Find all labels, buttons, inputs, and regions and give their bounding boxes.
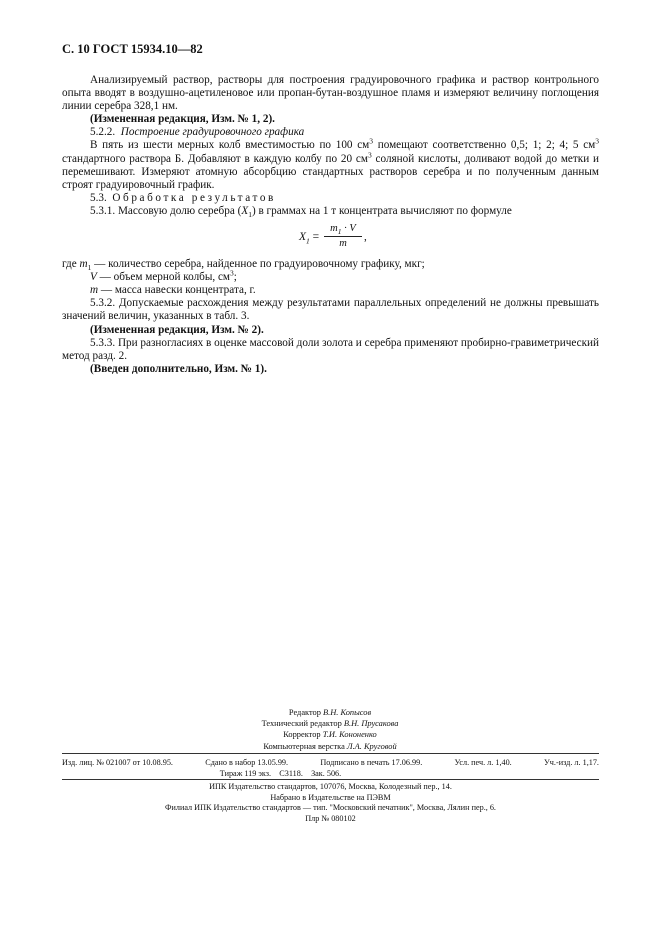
section-title: Построение градуировочного графика bbox=[120, 126, 305, 139]
paragraph-5-3-1: 5.3.1. Массовую долю серебра $(X_1)$ в граммах на 1 т концентрата вычисляют по формуле bbox=[90, 204, 512, 220]
amendment-note-3: (Введен дополнительно, Изм. № 1). bbox=[90, 362, 267, 375]
formula-denominator: m bbox=[339, 238, 347, 250]
formula-lhs: $X_1$ = bbox=[299, 231, 320, 246]
paragraph-5-3-3: 5.3.3. При разногласиях в оценке массовой доли золота и серебра применяют пробирно-гравиметрический метод разд. 2. bbox=[62, 336, 599, 362]
paragraph-5-3-2: 5.3.2. Допускаемые расхождения между результатами параллельных определений не должны превышать значений величин, указанных в табл. 3. bbox=[62, 297, 599, 323]
page-header: С. 10 ГОСТ 15934.10—82 bbox=[62, 42, 203, 56]
paragraph-measurement: Анализируемый раствор, растворы для построения градуировочного графика и раствор контрольного опыта вводят в воздушно-ацетиленовое или пропан-бутан-воздушное пламя и измеряют величину поглощения линии серебра 328,1 нм. bbox=[62, 74, 599, 113]
amendment-note-2: (Измененная редакция, Изм. № 2). bbox=[90, 323, 264, 336]
credit-tech-editor: Технический редактор В.Н. Прусакова bbox=[261, 719, 399, 729]
editorial-credits bbox=[200, 707, 460, 752]
publication-info: Изд. лиц. № 021007 от 10.08.95. Сдано в набор 13.05.99. Подписано в печать 17.06.99. Усл. печ. л. 1,40. Уч.-изд. л. 1,17. Тираж 119 экз. С3118. Зак. 506. bbox=[62, 758, 599, 778]
section-title: Обработка результатов bbox=[112, 191, 276, 204]
definition-v: V — объем мерной колбы, $см^3$; bbox=[90, 268, 237, 284]
section-5-2-2-heading: 5.2.2. Построение градуировочного графика bbox=[90, 126, 305, 139]
credit-layout: Компьютерная верстка Л.А. Круговой bbox=[263, 741, 397, 751]
credit-editor: Редактор В.Н. Копысов bbox=[288, 708, 372, 717]
formula-fraction bbox=[324, 223, 362, 250]
divider-top bbox=[62, 753, 599, 754]
definition-m1: где $m_1$ — количество серебра, найденное по градуировочному графику, мкг; bbox=[62, 258, 425, 273]
section-5-3-heading: 5.3. Обработка результатов bbox=[90, 191, 276, 204]
credit-proofreader: Корректор Т.И. Кононенко bbox=[283, 730, 377, 740]
paragraph-calibration: В пять из шести мерных колб вместимостью по 100 $см^3$ помещают соответственно 0,5; 1; 2; 4; 5 $см^3$ стандартного раствора Б. Добавляют в каждую колбу по 20 $см^3$ соляной кислоты, доливают водой до метки и перемешивают. Измеряют атомную абсорбцию стандартных растворов серебра и по полученным данным строят градуировочный график. bbox=[62, 136, 600, 191]
formula-numerator: $m_1 \cdot V$ bbox=[324, 223, 362, 237]
variable-definitions bbox=[62, 258, 599, 297]
divider-bottom bbox=[62, 779, 599, 780]
main-text bbox=[62, 74, 599, 376]
amendment-note-1: (Измененная редакция, Изм. № 1, 2). bbox=[90, 113, 275, 126]
formula: $X_1$ = $\frac{m_1 \cdot V}{m}$ , bbox=[299, 223, 367, 250]
printer-info: ИПК Издательство стандартов, 107076, Москва, Колодезный пер., 14. Набрано в Издательстве на ПЭВМ Филиал ИПК Издательство стандартов — тип. "Московский печатник", Москва, Лялин пер., 6. Плр № 080102 bbox=[165, 782, 496, 823]
definition-m: m — масса навески концентрата, г. bbox=[90, 284, 256, 297]
